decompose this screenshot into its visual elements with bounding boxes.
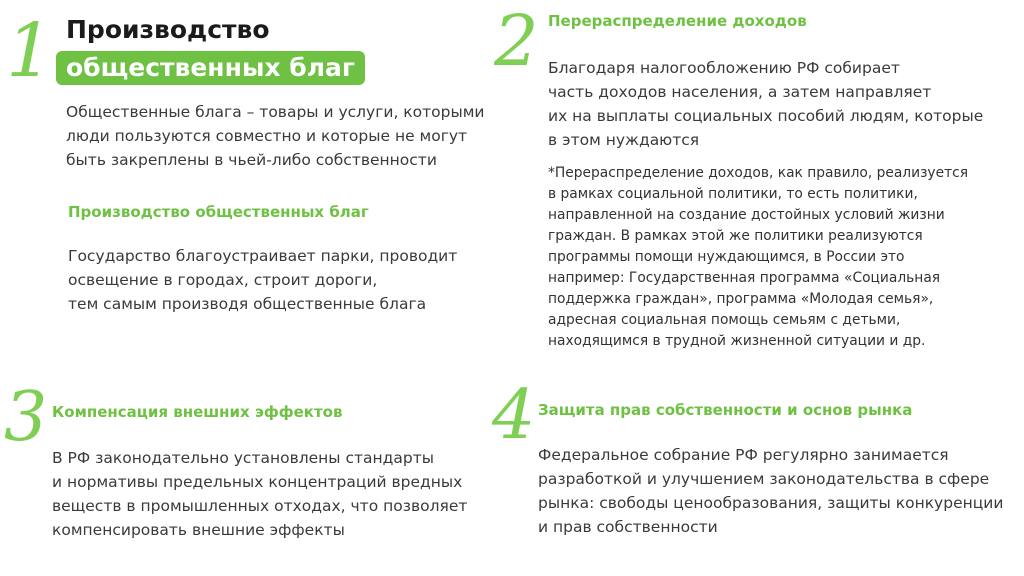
section-2-note: *Перераспределение доходов, как правило, реализуется в рамках социальной политики, то есть политики, направленной на создание достойных условий жизни граждан. В рамках этой же политики реализуются программы помощи нуждающимся, в России это например: Государственная программа «Социальная поддержка граждан», программа «Молодая семья», адресная социальная помощь семьям с детьми, находящимся в трудной жизненной ситуации и др. (548, 165, 969, 349)
section-1-subheading: Производство общественных благ (68, 203, 369, 221)
section-4-heading: Защита прав собственности и основ рынка (538, 401, 913, 419)
section-3-heading: Компенсация внешних эффектов (52, 403, 343, 421)
section-number-1: 1 (6, 8, 54, 94)
section-1-definition: Общественные блага – товары и услуги, которыми люди пользуются совместно и которые не могут быть закреплены в чьей-либо собственности (66, 103, 485, 169)
section-3-body: В РФ законодательно установлены стандарты и нормативы предельных концентраций вредных веществ в промышленных отходах, что позволяет компенсировать внешние эффекты (52, 449, 468, 539)
section-4-body: Федеральное собрание РФ регулярно занимается разработкой и улучшением законодательства в сфере рынка: свободы ценообразования, защиты конкуренции и прав собственности (538, 446, 1004, 536)
section-number-2: 2 (494, 0, 539, 82)
section-1-title: Производство (66, 15, 270, 44)
section-1-title-highlight: общественных благ (56, 51, 365, 85)
section-number-4: 4 (492, 376, 536, 455)
section-2-heading: Перераспределение доходов (548, 12, 807, 30)
section-number-3: 3 (4, 378, 48, 457)
section-1-body: Государство благоустраивает парки, проводит освещение в городах, строит дороги, тем самым производя общественные блага (68, 247, 458, 313)
section-2-body: Благодаря налогообложению РФ собирает часть доходов населения, а затем направляет их на выплаты социальных пособий людям, которые в этом нуждаются (548, 59, 984, 149)
